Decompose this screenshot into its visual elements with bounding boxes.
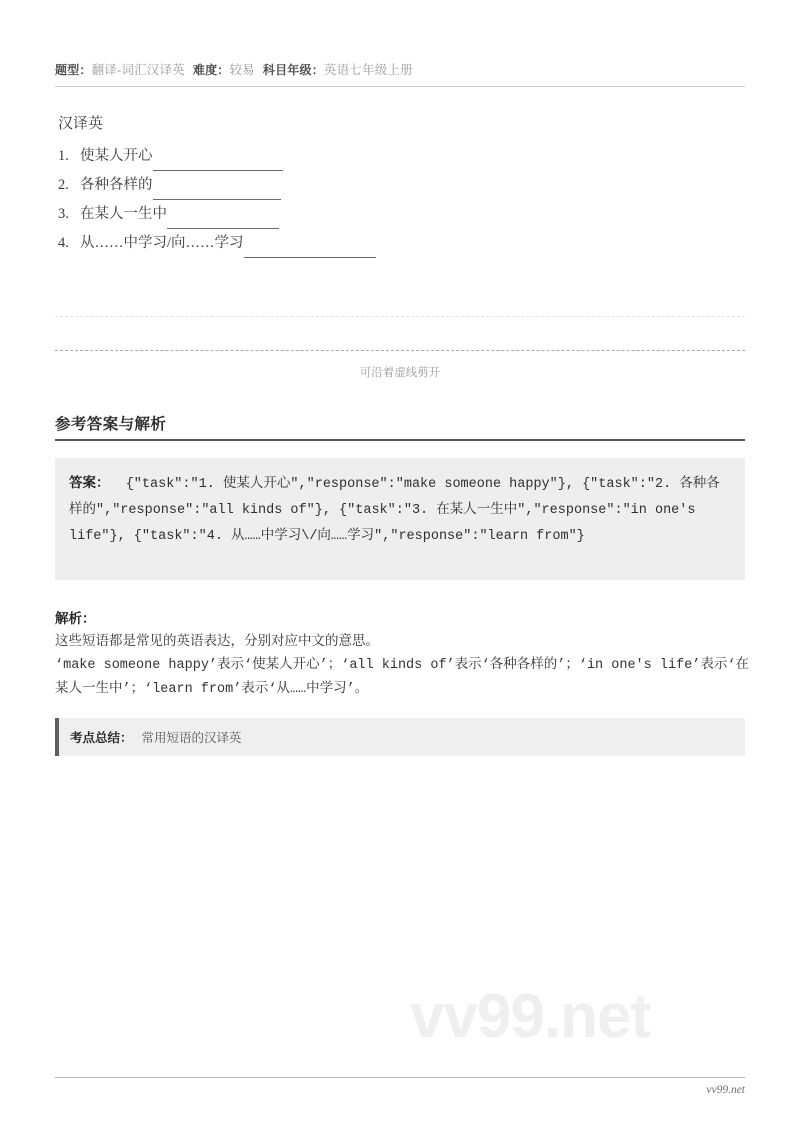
question-text-4: 从……中学习/向……学习 — [80, 235, 244, 251]
meta-difficulty-label: 难度： — [192, 63, 230, 77]
analysis-label: 解析： — [55, 611, 96, 626]
page-content — [55, 0, 749, 1131]
footer-site: vv99.net — [706, 1084, 745, 1096]
analysis-paragraph-1: 这些短语都是常见的英语表达，分别对应中文的意思。 — [55, 633, 379, 648]
analysis-paragraph-2: ‘make someone happy’表示‘使某人开心’；‘all kinds of’表示‘各种各样的’；‘in one's life’表示‘在某人一生中’；‘learn from’表示‘从……中学习’。 — [55, 658, 749, 697]
question-item-4 — [58, 229, 658, 258]
dashed-separator-light — [55, 316, 745, 317]
answer-blank-2[interactable] — [153, 185, 281, 200]
dashed-separator-dark — [55, 350, 745, 351]
question-text-1: 使某人开心 — [80, 148, 153, 164]
answer-body: {"task":"1. 使某人开心","response":"make someone happy"}, {"task":"2. 各种各样的","response":"all kinds of"}, {"task":"3. 在某人一生中","response":"in one's life"}, {"task":"4. 从……中学习\/向……学习","response":"learn from"} — [69, 477, 720, 544]
question-number-3: 3. — [58, 206, 69, 222]
meta-type-value: 翻译-词汇汉译英 — [91, 63, 185, 77]
header-divider — [55, 86, 745, 87]
meta-type-label: 题型： — [55, 63, 92, 77]
question-text-2: 各种各样的 — [80, 177, 153, 193]
key-point-label: 考点总结： — [70, 731, 133, 745]
meta-subject-value: 英语七年级上册 — [323, 63, 413, 77]
key-point-box — [55, 718, 745, 756]
watermark: vv99.net — [410, 982, 651, 1051]
answer-blank-4[interactable] — [244, 243, 376, 258]
answer-blank-3[interactable] — [167, 214, 279, 229]
answer-section-heading: 参考答案与解析 — [55, 416, 167, 433]
question-title: 汉译英 — [58, 116, 104, 132]
question-meta-row — [55, 61, 745, 79]
footer-divider — [55, 1077, 745, 1078]
answer-box — [55, 458, 745, 580]
meta-difficulty-value: 较易 — [229, 63, 255, 77]
question-item-2 — [58, 171, 658, 200]
answer-blank-1[interactable] — [153, 156, 283, 171]
question-list — [58, 142, 658, 258]
answer-label: 答案： — [69, 475, 110, 490]
answer-heading-divider — [55, 439, 745, 441]
question-number-1: 1. — [58, 148, 69, 164]
question-item-1 — [58, 142, 658, 171]
question-text-3: 在某人一生中 — [80, 206, 167, 222]
key-point-text: 常用短语的汉译英 — [141, 731, 242, 745]
question-item-3 — [58, 200, 658, 229]
cut-line-hint: 可沿着虚线剪开 — [359, 367, 441, 379]
meta-subject-label: 科目年级： — [262, 63, 324, 77]
question-number-4: 4. — [58, 235, 69, 251]
answer-line — [69, 470, 731, 550]
question-number-2: 2. — [58, 177, 69, 193]
